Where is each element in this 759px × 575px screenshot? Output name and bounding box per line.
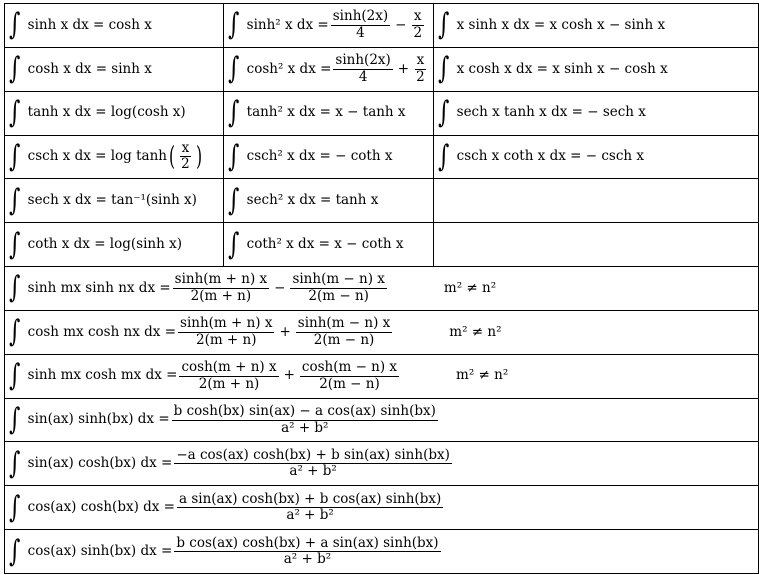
formula-cell-wide <box>5 442 759 486</box>
integral-sign-icon: ∫ <box>9 445 21 481</box>
table-row <box>5 223 759 267</box>
formula-cell <box>5 91 224 135</box>
fraction <box>179 139 192 173</box>
table-row <box>5 4 759 48</box>
integral-formula <box>9 358 509 394</box>
condition: m² ≠ n² <box>449 323 502 340</box>
table-row <box>5 47 759 91</box>
formula-text: sinh mx sinh nx dx = <box>27 279 171 296</box>
formula-cell <box>224 223 434 267</box>
integral-formula <box>9 445 454 481</box>
fraction-denominator: 2(m + n) <box>190 287 252 304</box>
formula-text: csch x dx = log tanh <box>27 148 167 165</box>
fraction-denominator: a² + b² <box>289 463 337 480</box>
fraction-denominator: 2(m + n) <box>198 375 260 392</box>
integral-sign-icon: ∫ <box>9 138 21 174</box>
integral-sign-icon: ∫ <box>9 402 21 438</box>
integral-sign-icon: ∫ <box>438 138 450 174</box>
formula-text: sin(ax) sinh(bx) dx = <box>27 411 170 428</box>
fraction-denominator: 2 <box>181 156 190 173</box>
formula-text: sinh mx cosh mx dx = <box>27 367 178 384</box>
integral-formula <box>9 533 443 569</box>
table-row <box>5 442 759 486</box>
formula-cell-wide <box>5 267 759 311</box>
integral-formula <box>9 138 204 174</box>
fraction-denominator: 2(m − n) <box>308 287 369 304</box>
fraction <box>331 10 390 40</box>
table-row <box>5 135 759 179</box>
integral-formula <box>9 226 182 262</box>
fraction <box>290 273 386 303</box>
formula-cell-wide <box>5 398 759 442</box>
formula-text: cos(ax) sinh(bx) dx = <box>27 542 173 559</box>
integral-formula <box>228 138 393 174</box>
fraction-numerator: sinh(2x) <box>332 8 389 25</box>
integral-sign-icon: ∫ <box>228 95 240 131</box>
formula-cell <box>5 179 224 223</box>
formula-text: sinh² x dx = <box>246 16 329 33</box>
formula-text: cosh x dx = sinh x <box>27 60 152 77</box>
fraction <box>300 361 399 391</box>
integral-sign-icon: ∫ <box>9 358 21 394</box>
fraction <box>172 405 438 435</box>
fraction-numerator: sinh(m − n) x <box>297 315 391 332</box>
fraction-numerator: x <box>413 8 422 25</box>
table-row <box>5 179 759 223</box>
fraction <box>411 10 424 40</box>
formula-cell <box>434 223 759 267</box>
fraction <box>174 534 440 568</box>
integral-sign-icon: ∫ <box>438 7 450 43</box>
operator: − <box>395 16 407 33</box>
formula-cell <box>224 135 434 179</box>
fraction-numerator: −a cos(ax) cosh(bx) + b sin(ax) sinh(bx) <box>176 446 450 463</box>
table-row <box>5 354 759 398</box>
integral-sign-icon: ∫ <box>438 95 450 131</box>
fraction-denominator: 2(m − n) <box>313 331 375 348</box>
fraction-denominator: a² + b² <box>286 507 334 524</box>
integral-formula-table <box>4 3 759 574</box>
integral-formula <box>438 7 666 43</box>
fraction-denominator: 4 <box>356 24 365 41</box>
operator: + <box>283 367 295 384</box>
formula-cell <box>224 47 434 91</box>
integral-sign-icon: ∫ <box>9 314 21 350</box>
fraction-numerator: cosh(m − n) x <box>301 359 398 376</box>
table-row <box>5 267 759 311</box>
formula-text: sin(ax) cosh(bx) dx = <box>27 455 173 472</box>
integral-formula <box>228 226 404 262</box>
fraction-numerator: sinh(m + n) x <box>180 315 273 332</box>
formula-text: cosh mx cosh nx dx = <box>27 323 177 340</box>
formula-cell-wide <box>5 354 759 398</box>
formula-text: coth x dx = log(sinh x) <box>27 235 182 252</box>
integral-formula <box>9 270 497 306</box>
fraction <box>179 361 278 391</box>
fraction <box>296 317 392 347</box>
integral-formula <box>438 138 644 174</box>
table-row <box>5 310 759 354</box>
fraction-denominator: a² + b² <box>283 551 332 568</box>
fraction-numerator: sinh(m − n) x <box>292 271 385 288</box>
integral-formula <box>9 7 152 43</box>
fraction-numerator: a sin(ax) cosh(bx) + b cos(ax) sinh(bx) <box>179 490 442 507</box>
integral-formula <box>438 51 668 87</box>
integral-formula <box>9 182 197 218</box>
formula-cell <box>224 91 434 135</box>
fraction-numerator: b cosh(bx) sin(ax) − a cos(ax) sinh(bx) <box>173 403 436 420</box>
fraction-denominator: 2 <box>416 68 425 85</box>
integral-sign-icon: ∫ <box>9 95 21 131</box>
table-row <box>5 91 759 135</box>
fraction-numerator: x <box>416 52 425 69</box>
formula-text: cosh² x dx = <box>246 60 332 77</box>
fraction <box>174 446 452 480</box>
operator: + <box>279 323 291 340</box>
formula-cell <box>434 47 759 91</box>
formula-text: sech² x dx = tanh x <box>246 192 379 209</box>
fraction-denominator: 2 <box>413 24 423 41</box>
integral-sign-icon: ∫ <box>9 489 21 525</box>
fraction-numerator: b cos(ax) cosh(bx) + a sin(ax) sinh(bx) <box>176 534 439 551</box>
formula-cell <box>5 223 224 267</box>
fraction-numerator: x <box>181 139 190 156</box>
formula-cell-wide <box>5 486 759 530</box>
formula-text: x cosh x dx = x sinh x − cosh x <box>456 60 668 77</box>
integral-formula <box>9 402 440 438</box>
integral-formula <box>438 95 646 131</box>
formula-text: sech x tanh x dx = − sech x <box>456 104 646 121</box>
formula-text: csch² x dx = − coth x <box>246 148 393 165</box>
integral-sign-icon: ∫ <box>9 226 21 262</box>
formula-cell-wide <box>5 530 759 574</box>
fraction <box>414 54 427 84</box>
formula-text: tanh x dx = log(cosh x) <box>27 104 186 121</box>
integral-sign-icon: ∫ <box>228 51 240 87</box>
table-row <box>5 486 759 530</box>
integral-formula <box>228 182 379 218</box>
integral-formula <box>228 51 429 87</box>
formula-cell <box>224 179 434 223</box>
formula-cell <box>224 4 434 48</box>
fraction-denominator: a² + b² <box>281 419 329 436</box>
left-paren: ( <box>169 141 176 172</box>
integral-sign-icon: ∫ <box>228 182 240 218</box>
formula-cell <box>5 135 224 179</box>
fraction <box>178 317 274 347</box>
formula-cell <box>434 4 759 48</box>
operator: + <box>397 60 410 77</box>
integral-formula <box>9 314 502 350</box>
formula-text: sinh x dx = cosh x <box>27 16 152 33</box>
table-row <box>5 530 759 574</box>
fraction-denominator: 4 <box>358 68 368 85</box>
fraction <box>173 273 269 303</box>
right-paren: ) <box>195 141 202 172</box>
formula-text: cos(ax) cosh(bx) dx = <box>27 498 175 515</box>
integral-formula <box>228 95 406 131</box>
formula-cell <box>5 4 224 48</box>
condition: m² ≠ n² <box>443 279 497 296</box>
fraction-denominator: 2(m + n) <box>195 331 257 348</box>
integral-sign-icon: ∫ <box>228 226 240 262</box>
table-row <box>5 398 759 442</box>
formula-text: csch x coth x dx = − csch x <box>456 148 644 165</box>
integral-sign-icon: ∫ <box>9 533 21 569</box>
fraction-numerator: cosh(m + n) x <box>181 359 277 376</box>
integral-sign-icon: ∫ <box>228 7 240 43</box>
formula-cell <box>5 47 224 91</box>
fraction-numerator: sinh(2x) <box>335 52 391 69</box>
integral-formula <box>9 95 186 131</box>
fraction <box>333 54 392 84</box>
integral-sign-icon: ∫ <box>9 270 21 306</box>
integral-formula <box>9 51 152 87</box>
integral-sign-icon: ∫ <box>9 7 21 43</box>
formula-text: x sinh x dx = x cosh x − sinh x <box>456 16 666 33</box>
formula-cell <box>434 135 759 179</box>
fraction-numerator: sinh(m + n) x <box>174 271 268 288</box>
formula-cell <box>434 179 759 223</box>
integral-sign-icon: ∫ <box>9 182 21 218</box>
integral-formula <box>228 7 426 43</box>
integral-sign-icon: ∫ <box>438 51 450 87</box>
integral-sign-icon: ∫ <box>9 51 21 87</box>
formula-text: coth² x dx = x − coth x <box>246 235 404 252</box>
formula-cell <box>434 91 759 135</box>
integral-sign-icon: ∫ <box>228 138 240 174</box>
formula-text: tanh² x dx = x − tanh x <box>246 104 406 121</box>
condition: m² ≠ n² <box>456 367 509 384</box>
integral-formula <box>9 489 445 525</box>
formula-text: sech x dx = tan⁻¹(sinh x) <box>27 192 197 209</box>
fraction-denominator: 2(m − n) <box>319 375 380 392</box>
operator: − <box>274 279 286 296</box>
fraction <box>177 490 443 524</box>
formula-cell-wide <box>5 310 759 354</box>
